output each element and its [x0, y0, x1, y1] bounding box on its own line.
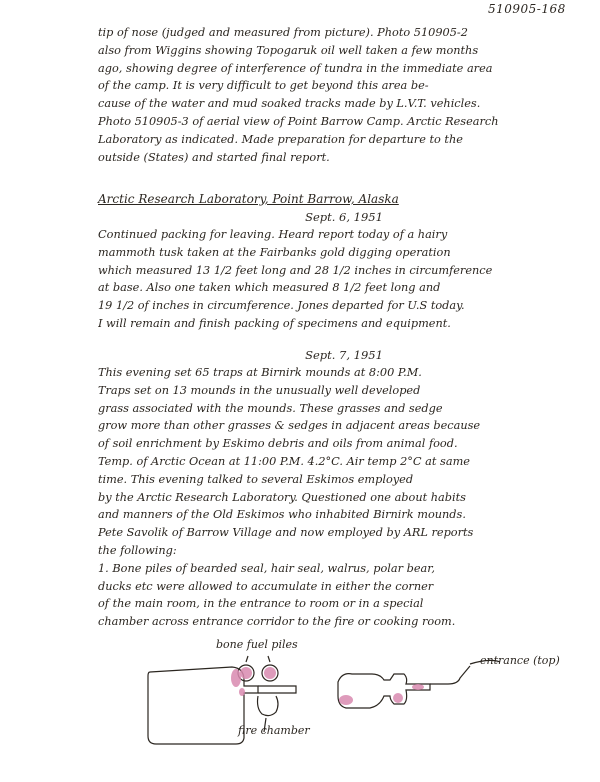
intro-paragraph: [98, 24, 590, 166]
text-line: Traps set on 13 mounds in the unusually well developed: [98, 383, 421, 397]
text-line: 19 1/2 of inches in circumference. Jones departed for U.S today.: [98, 299, 465, 313]
bone-pile-corner: [231, 669, 241, 687]
text-line: which measured 13 1/2 feet long and 28 1/2 inches in circumference: [98, 263, 493, 277]
text-line: of the camp. It is very difficult to get beyond this area be-: [98, 79, 429, 93]
fire-chamber-outline: [258, 696, 279, 716]
text-line: tip of nose (judged and measured from picture). Photo 510905-2: [98, 26, 468, 39]
entry-date: Sept. 7, 1951: [305, 348, 383, 362]
text-line: Laboratory as indicated. Made preparation for departure to the: [98, 132, 463, 146]
text-line: by the Arctic Research Laboratory. Questioned one about habits: [98, 490, 466, 504]
label-fire-chamber: fire chamber: [238, 724, 310, 737]
text-line: of soil enrichment by Eskimo debris and oils from animal food.: [98, 437, 458, 451]
section-sept-7: [98, 346, 590, 631]
text-line: the following:: [98, 543, 177, 557]
right-bone-pile-corridor: [412, 684, 424, 690]
bone-pile-chamber-left-fill: [240, 667, 252, 679]
location-heading-text: Arctic Research Laboratory, Point Barrow, Alaska: [98, 192, 399, 206]
bone-pile-chamber-right-fill: [264, 667, 276, 679]
text-line: cause of the water and mud soaked tracks made by L.V.T. vehicles.: [98, 97, 481, 111]
text-line: ago, showing degree of interference of tundra in the immediate area: [98, 61, 493, 75]
text-line: outside (States) and started final report.: [98, 150, 330, 164]
text-line: grow more than other grasses & sedges in adjacent areas because: [98, 419, 481, 433]
text-line: Photo 510905-3 of aerial view of Point Barrow Camp. Arctic Research: [98, 114, 499, 128]
right-bone-pile-center: [393, 693, 403, 703]
text-line: ducks etc were allowed to accumulate in either the corner: [98, 579, 434, 593]
right-bone-pile-left: [339, 695, 353, 705]
text-line: Continued packing for leaving. Heard report today of a hairy: [98, 228, 448, 241]
bone-pile-corner-lower: [239, 688, 245, 696]
text-line: Temp. of Arctic Ocean at 11:00 P.M. 4.2°C. Air temp 2°C at same: [98, 454, 470, 468]
text-line: Pete Savolik of Barrow Village and now employed by ARL reports: [98, 526, 474, 540]
bone-fuel-piles-pointer: [246, 656, 270, 662]
entry-date: Sept. 6, 1951: [305, 210, 383, 224]
page-number: 510905-168: [488, 2, 566, 16]
text-line: and manners of the Old Eskimos who inhabited Birnirk mounds.: [98, 508, 466, 522]
text-line: 1. Bone piles of bearded seal, hair seal, walrus, polar bear,: [98, 561, 436, 575]
text-line: of the main room, in the entrance to room or in a special: [98, 597, 424, 611]
right-house-outline: [338, 674, 430, 708]
text-line: grass associated with the mounds. These grasses and sedge: [98, 401, 443, 415]
label-bone-fuel-piles: bone fuel piles: [216, 638, 298, 651]
house-plan-sketches: [0, 640, 600, 778]
text-line: mammoth tusk taken at the Fairbanks gold digging operation: [98, 245, 451, 259]
text-line: chamber across entrance corridor to the fire or cooking room.: [98, 615, 456, 629]
entrance-corridor: [258, 686, 296, 693]
text-line: I will remain and finish packing of specimens and equipment.: [98, 316, 451, 330]
section-sept-6: [98, 190, 590, 333]
text-line: time. This evening talked to several Eskimos employed: [98, 472, 414, 486]
location-heading: [98, 190, 590, 208]
label-entrance: entrance (top): [480, 654, 560, 667]
text-line: also from Wiggins showing Topogaruk oil well taken a few months: [98, 43, 479, 57]
text-line: at base. Also one taken which measured 8 1/2 feet long and: [98, 281, 441, 295]
right-house-tunnel: [430, 666, 470, 684]
text-line: This evening set 65 traps at Birnirk mounds at 8:00 P.M.: [98, 366, 422, 379]
